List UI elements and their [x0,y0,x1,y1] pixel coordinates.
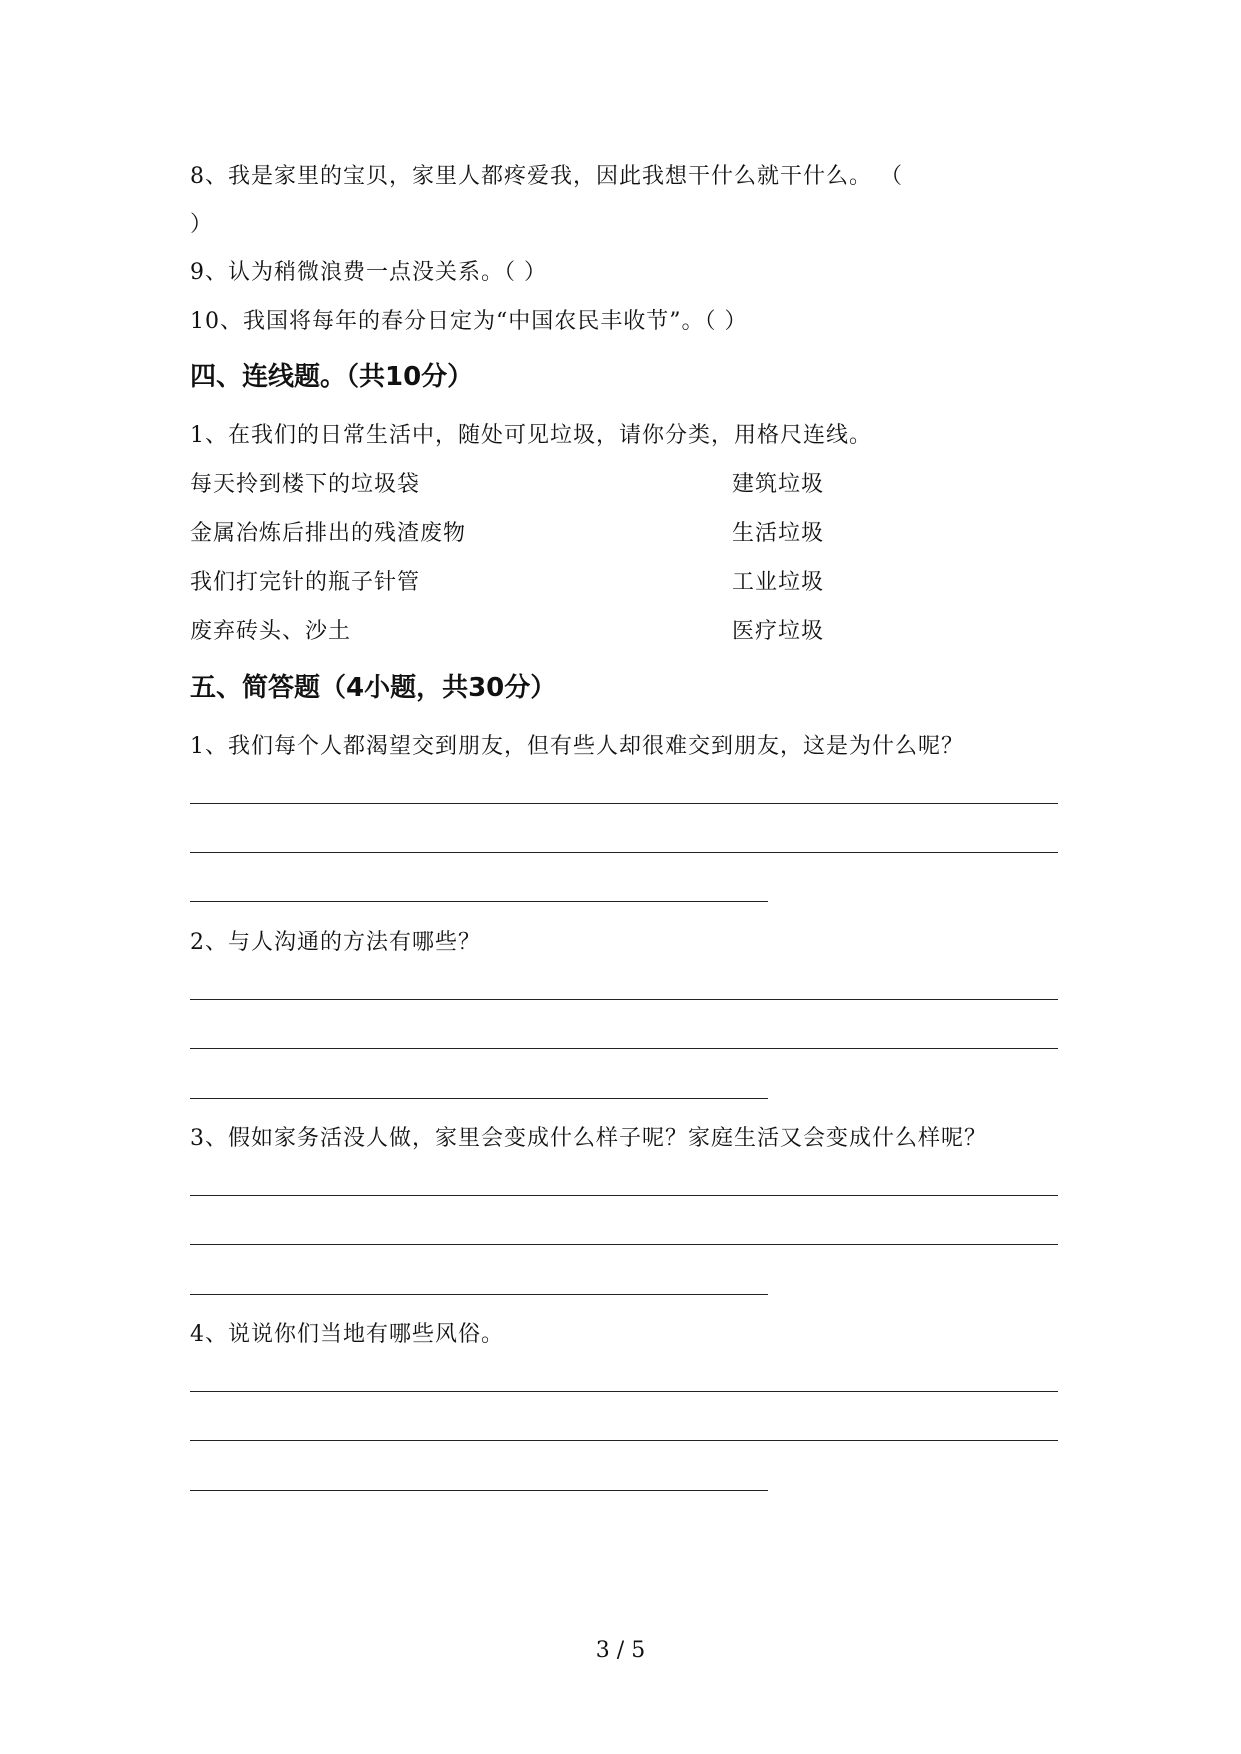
match-left-item-3[interactable]: 我们打完针的瓶子针管 [190,570,421,595]
answer-line[interactable] [190,1391,1058,1392]
question-8-line-1: 8、我是家里的宝贝，家里人都疼爱我，因此我想干什么就干什么。 （ [190,164,903,189]
match-left-item-2[interactable]: 金属冶炼后排出的残渣废物 [190,521,467,546]
answer-line[interactable] [190,852,1058,853]
answer-line[interactable] [190,1244,1058,1245]
answer-line[interactable] [190,1294,768,1295]
section-4-intro: 1、在我们的日常生活中，随处可见垃圾，请你分类，用格尺连线。 [190,423,872,448]
answer-line[interactable] [190,1195,1058,1196]
short-answer-question-2: 2、与人沟通的方法有哪些？ [190,930,481,955]
match-left-item-4[interactable]: 废弃砖头、沙土 [190,619,352,644]
match-right-item-4[interactable]: 医疗垃圾 [732,619,825,644]
answer-line[interactable] [190,1098,768,1099]
answer-line[interactable] [190,1490,768,1491]
answer-line[interactable] [190,999,1058,1000]
question-9: 9、认为稍微浪费一点没关系。（ ） [190,260,547,285]
answer-line[interactable] [190,901,768,902]
answer-line[interactable] [190,1440,1058,1441]
question-10: 10、我国将每年的春分日定为“中国农民丰收节”。（ ） [190,309,748,334]
short-answer-question-1: 1、我们每个人都渴望交到朋友，但有些人却很难交到朋友，这是为什么呢？ [190,734,964,759]
answer-line[interactable] [190,1048,1058,1049]
section-4-heading: 四、连线题。（共10分） [190,362,474,392]
short-answer-question-3: 3、假如家务活没人做，家里会变成什么样子呢？家庭生活又会变成什么样呢？ [190,1126,987,1151]
short-answer-question-4: 4、说说你们当地有哪些风俗。 [190,1322,504,1347]
answer-line[interactable] [190,803,1058,804]
match-right-item-2[interactable]: 生活垃圾 [732,521,825,546]
section-5-heading: 五、简答题（4小题，共30分） [190,673,557,703]
question-8-line-2: ） [190,212,214,237]
match-right-item-3[interactable]: 工业垃圾 [732,570,825,595]
match-left-item-1[interactable]: 每天拎到楼下的垃圾袋 [190,472,421,497]
page-number: 3 / 5 [595,1638,646,1663]
match-right-item-1[interactable]: 建筑垃圾 [732,472,825,497]
